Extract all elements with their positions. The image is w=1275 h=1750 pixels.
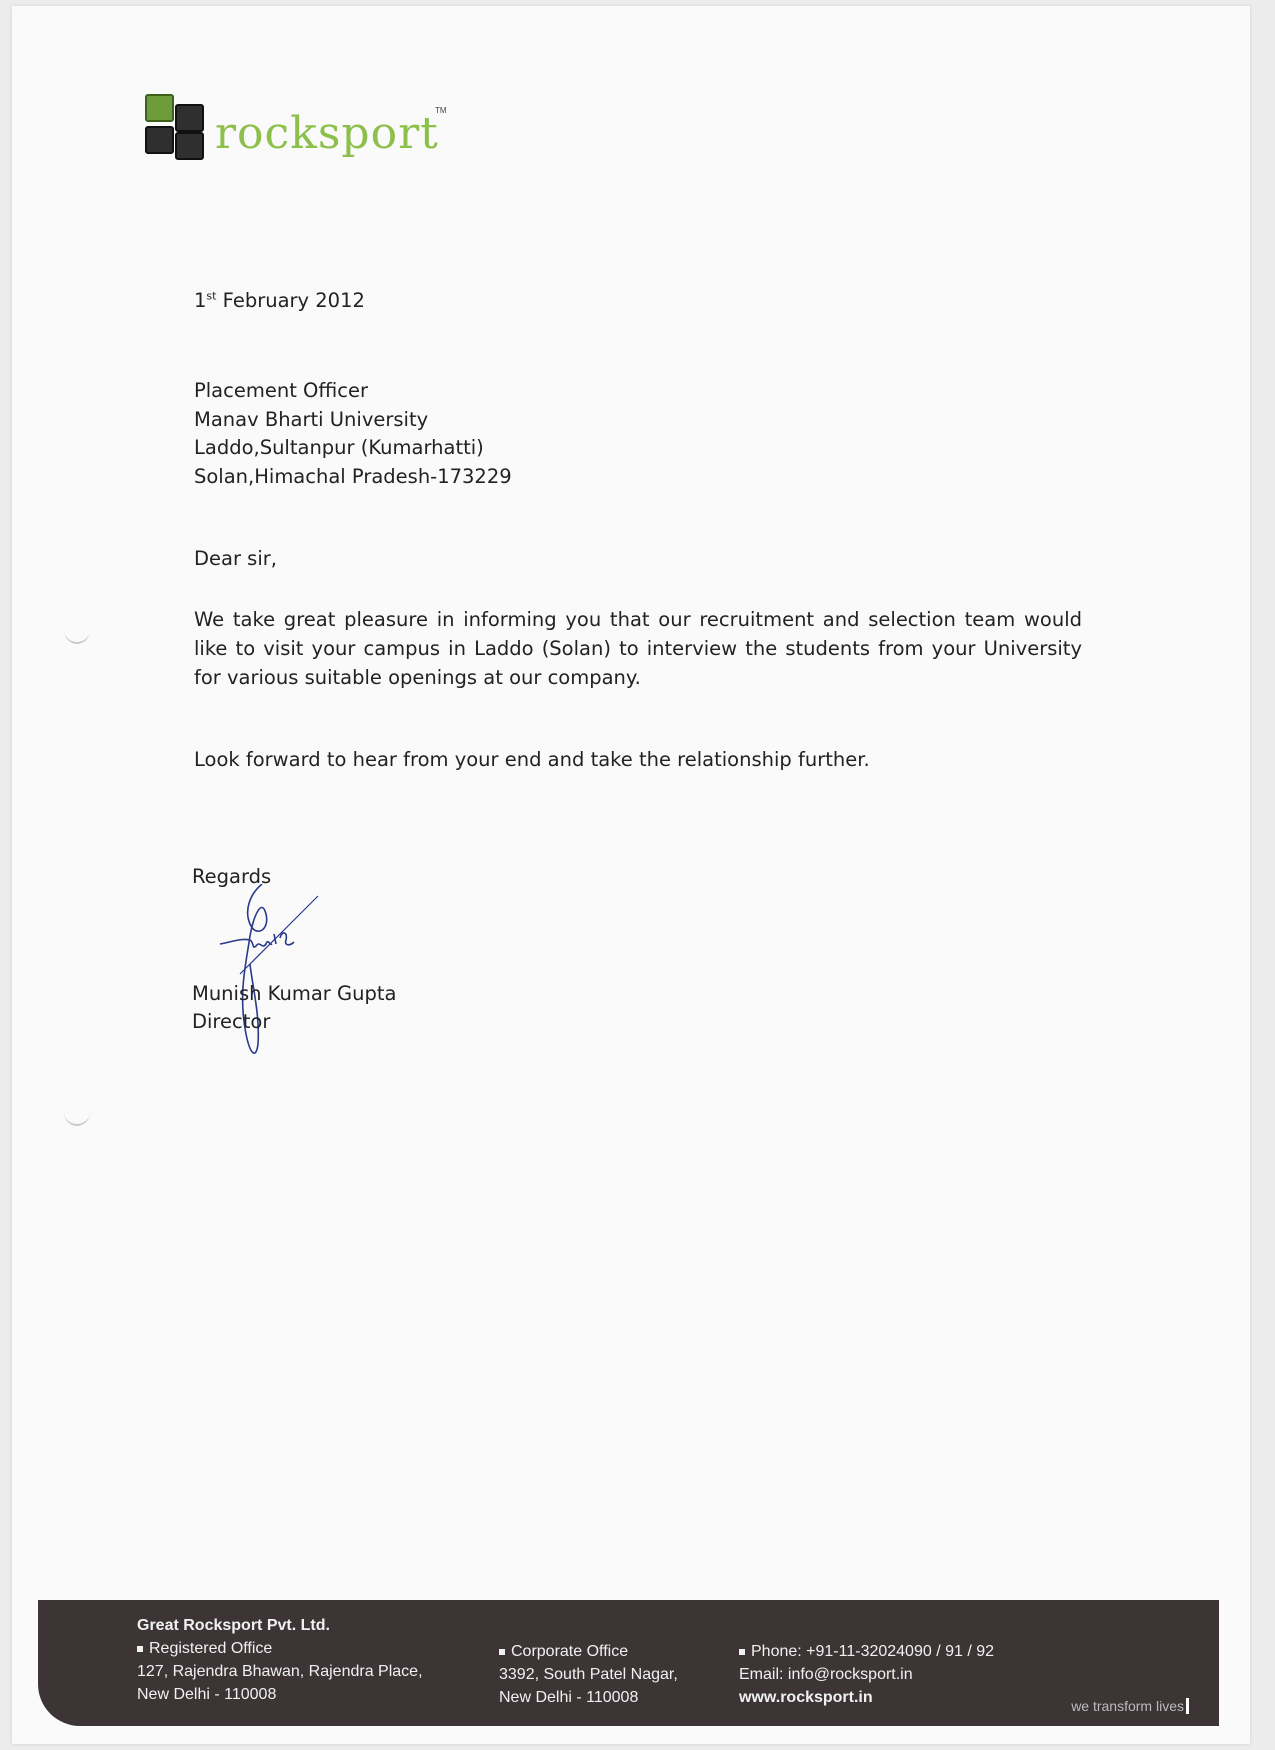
bullet-icon [499, 1649, 505, 1655]
registered-office-block: Great Rocksport Pvt. Ltd. Registered Office 127, Rajendra Bhawan, Rajendra Place, New Delhi - 110008 [137, 1617, 423, 1703]
address-line: Manav Bharti University [194, 407, 429, 431]
salutation: Dear sir, [194, 547, 277, 570]
signer-title: Director [192, 1010, 271, 1033]
company-name: Great Rocksport Pvt. Ltd. [137, 1617, 330, 1634]
closing: Regards [192, 865, 272, 888]
punch-hole-mark [64, 1098, 90, 1126]
signature-block [192, 980, 396, 1036]
address-line: Laddo,Sultanpur (Kumarhatti) [194, 436, 484, 459]
body-paragraph: We take great pleasure in informing you that our recruitment and selection team would like to visit your campus in Laddo (Solan) to interview the students from your University for various suitable openings at our company. [194, 608, 1082, 689]
tagline-mark-icon [1186, 1698, 1189, 1714]
website-link: www.rocksport.in [739, 1689, 873, 1706]
letter-date: 1st February 2012 [194, 289, 365, 312]
contact-block [739, 1640, 994, 1709]
letter-page [12, 6, 1250, 1744]
logo-grid-icon [145, 94, 211, 160]
bullet-icon [137, 1646, 143, 1652]
address-line: Solan,Himachal Pradesh-173229 [194, 464, 512, 488]
punch-hole-mark [64, 616, 90, 644]
body-paragraph: Look forward to hear from your end and take the relationship further. [194, 748, 870, 771]
address-line: Placement Officer [194, 379, 368, 402]
recipient-address [194, 377, 512, 491]
phone-number: Phone: +91-11-32024090 / 91 / 92 [751, 1643, 995, 1660]
corporate-office-block: Corporate Office 3392, South Patel Nagar, New Delhi - 110008 [499, 1643, 678, 1706]
logo-trademark: TM [435, 106, 447, 115]
bullet-icon [739, 1649, 745, 1655]
tagline: we transform lives [1071, 1698, 1189, 1714]
logo-wordmark: rocksport [215, 108, 439, 159]
email-address: Email: info@rocksport.in [739, 1666, 913, 1683]
letterhead-footer [38, 1600, 1219, 1726]
signer-name: Munish Kumar Gupta [192, 982, 397, 1005]
